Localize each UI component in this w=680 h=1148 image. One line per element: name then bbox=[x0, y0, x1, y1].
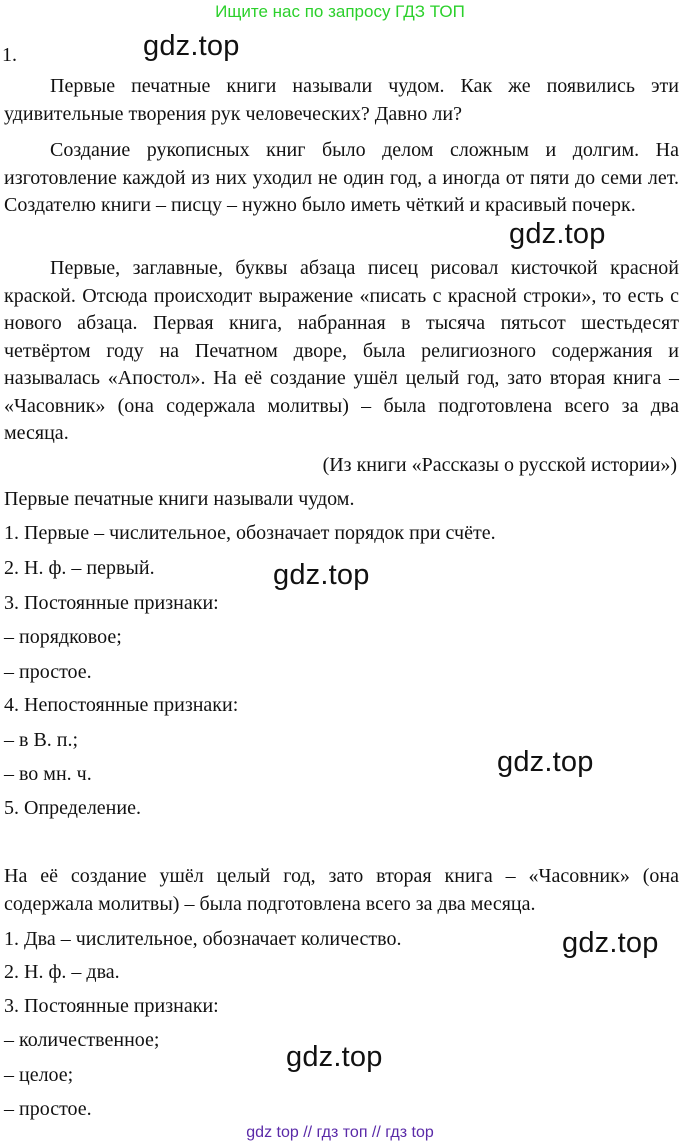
analysis-line: 3. Постоянные признаки: bbox=[4, 995, 219, 1017]
watermark: gdz.top bbox=[143, 30, 240, 62]
analysis-line: 1. Два – числительное, обозначает количество. bbox=[4, 928, 402, 950]
analysis-line: – количественное; bbox=[4, 1029, 160, 1051]
text-paragraph-3: Первые, заглавные, буквы абзаца писец рисовал кисточкой красной краской. Отсюда происходит выражение «писать с красной строки», то есть с нового абзаца. Первая книга, набранная в тысяча пятьсот шестьдесят четвёртом году на Печатном дворе, была религиозного содержания и называлась «Апостол». На её создание ушёл целый год, зато вторая книга – «Часовник» (она содержала молитвы) – была подготовлена всего за два месяца. bbox=[4, 257, 679, 444]
analysis-line: – простое. bbox=[4, 661, 92, 683]
analysis-line: – порядковое; bbox=[4, 626, 122, 648]
analysis-line: – целое; bbox=[4, 1064, 74, 1086]
analysis-sentence-1: Первые печатные книги называли чудом. bbox=[4, 488, 355, 510]
analysis-line: 5. Определение. bbox=[4, 797, 141, 819]
analysis-line: 2. Н. ф. – первый. bbox=[4, 557, 155, 579]
analysis-line: – во мн. ч. bbox=[4, 763, 92, 785]
text-source: (Из книги «Рассказы о русской истории») bbox=[322, 454, 677, 476]
watermark: gdz.top bbox=[497, 746, 594, 778]
analysis-line: – в В. п.; bbox=[4, 729, 79, 751]
analysis-line: 2. Н. ф. – два. bbox=[4, 961, 120, 983]
text-paragraph-2: Создание рукописных книг было делом сложным и долгим. На изготовление каждой из них уходил не один год, а иногда от пяти до семи лет. Создателю книги – писцу – нужно было иметь чёткий и красивый почерк. bbox=[4, 139, 679, 216]
watermark: gdz.top bbox=[286, 1041, 383, 1073]
text-paragraph-1: Первые печатные книги называли чудом. Как же появились эти удивительные творения рук человеческих? Давно ли? bbox=[4, 75, 679, 125]
watermark: gdz.top bbox=[509, 218, 606, 250]
watermark: gdz.top bbox=[562, 927, 659, 959]
analysis-sentence-2: На её создание ушёл целый год, зато вторая книга – «Часовник» (она содержала молитвы) – была подготовлена всего за два месяца. bbox=[4, 865, 679, 915]
analysis-line: 4. Непостоянные признаки: bbox=[4, 694, 239, 716]
top-banner[interactable]: Ищите нас по запросу ГДЗ ТОП bbox=[215, 2, 465, 21]
footer-links[interactable]: gdz top // гдз топ // гдз top bbox=[246, 1124, 434, 1141]
analysis-line: 3. Постоянные признаки: bbox=[4, 592, 219, 614]
analysis-line: – простое. bbox=[4, 1098, 92, 1120]
task-number: 1. bbox=[2, 44, 17, 66]
analysis-line: 1. Первые – числительное, обозначает порядок при счёте. bbox=[4, 522, 496, 544]
watermark: gdz.top bbox=[273, 559, 370, 591]
